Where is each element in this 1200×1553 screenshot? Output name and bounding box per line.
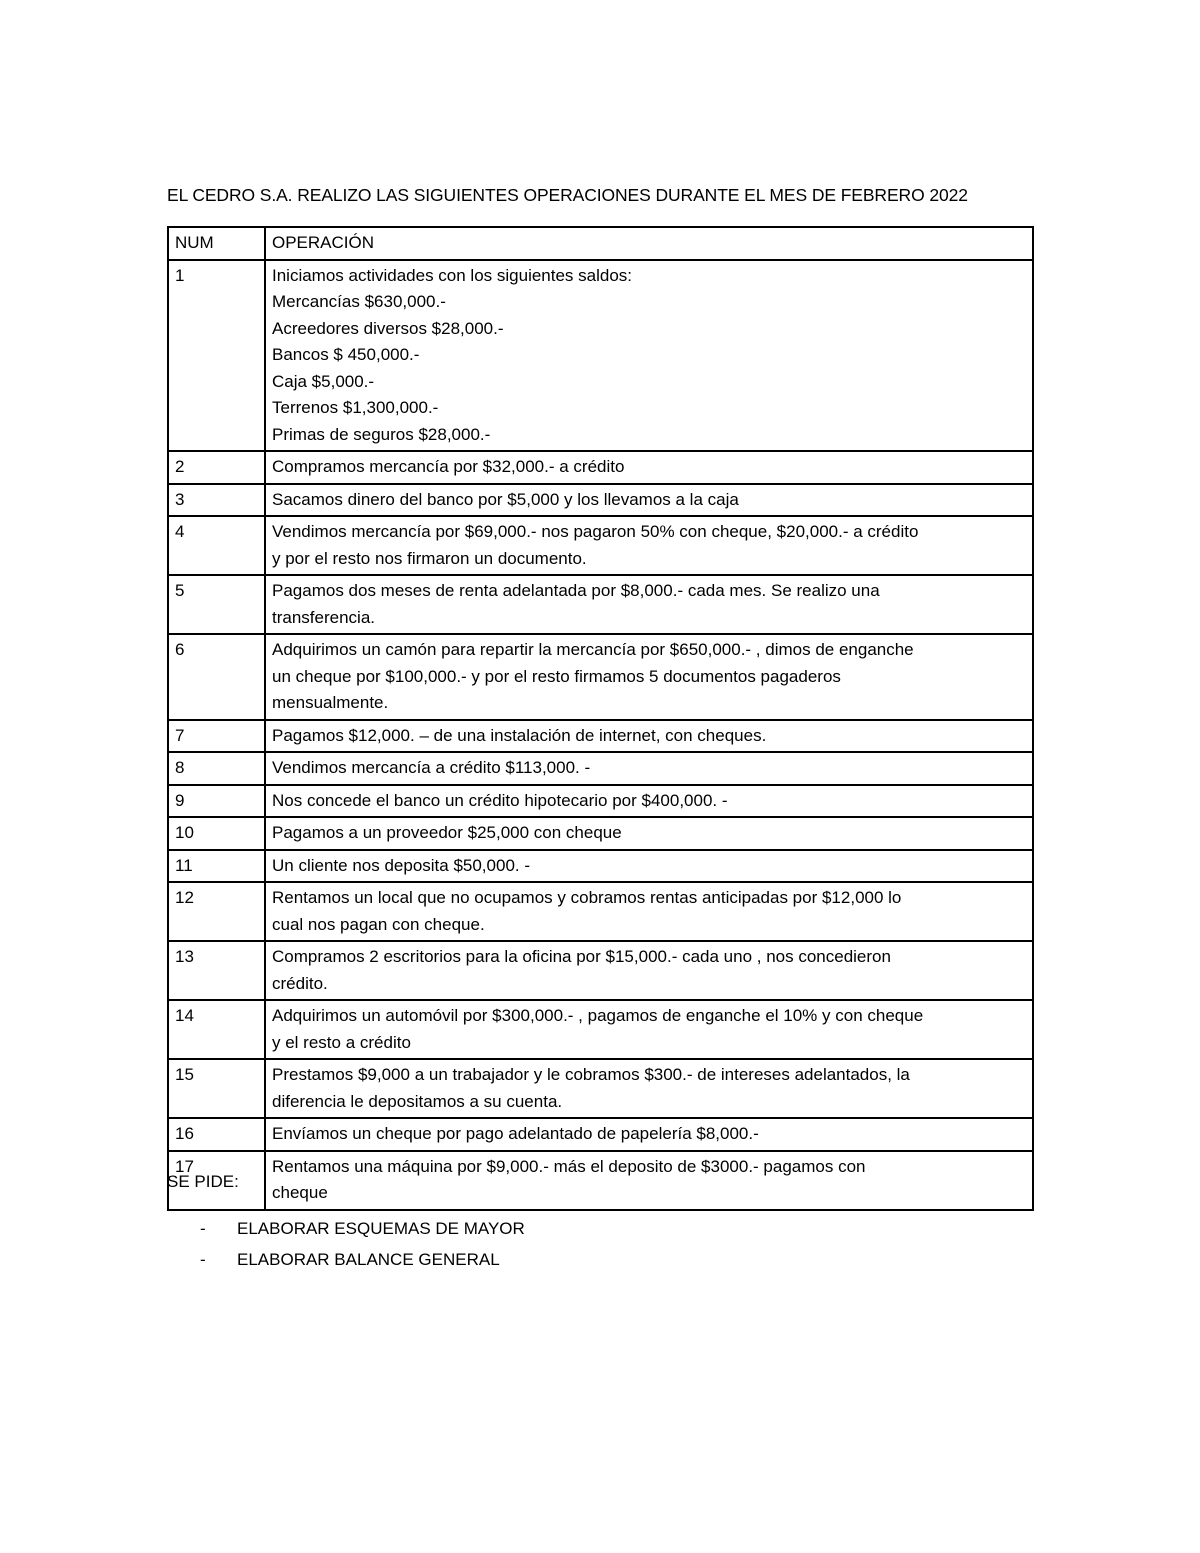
row-num: 4 xyxy=(168,516,265,575)
operations-table xyxy=(167,226,1034,1211)
operation-line: Compramos 2 escritorios para la oficina por $15,000.- cada uno , nos concedieron xyxy=(272,947,891,966)
row-num: 10 xyxy=(168,817,265,850)
operation-line: Prestamos $9,000 a un trabajador y le cobramos $300.- de intereses adelantados, la xyxy=(272,1065,910,1084)
row-num: 14 xyxy=(168,1000,265,1059)
table-row xyxy=(168,1151,1033,1210)
operation-line: crédito. xyxy=(272,973,328,993)
row-num: 17 xyxy=(168,1151,265,1210)
header-operation: OPERACIÓN xyxy=(265,227,1033,260)
operation-line: Rentamos una máquina por $9,000.- más el deposito de $3000.- pagamos con xyxy=(272,1156,866,1176)
operation-line: Rentamos un local que no ocupamos y cobramos rentas anticipadas por $12,000 lo xyxy=(272,888,902,907)
row-num: 11 xyxy=(168,850,265,883)
row-num: 2 xyxy=(168,451,265,484)
task-list xyxy=(200,1213,525,1275)
operation-line: y por el resto nos firmaron un documento. xyxy=(272,548,587,568)
operation-line: Terrenos $1,300,000.- xyxy=(272,398,439,417)
table-row xyxy=(168,850,1033,883)
operation-line: diferencia le depositamos a su cuenta. xyxy=(272,1091,563,1111)
task-text: ELABORAR BALANCE GENERAL xyxy=(237,1249,500,1269)
row-operation xyxy=(265,882,1033,941)
operation-line: Envíamos un cheque por pago adelantado de papelería $8,000.- xyxy=(272,1124,759,1143)
row-num: 8 xyxy=(168,752,265,785)
operation-line: Compramos mercancía por $32,000.- a crédito xyxy=(272,457,625,476)
row-num: 6 xyxy=(168,634,265,720)
row-num: 12 xyxy=(168,882,265,941)
row-num: 16 xyxy=(168,1118,265,1151)
operation-line: Pagamos a un proveedor $25,000 con cheque xyxy=(272,823,622,842)
row-operation xyxy=(265,1059,1033,1118)
row-operation xyxy=(265,817,1033,850)
row-operation xyxy=(265,850,1033,883)
row-operation xyxy=(265,785,1033,818)
operation-line: Mercancías $630,000.- xyxy=(272,292,446,311)
operation-line: Caja $5,000.- xyxy=(272,371,375,391)
task-text: ELABORAR ESQUEMAS DE MAYOR xyxy=(237,1218,525,1238)
operation-line: y el resto a crédito xyxy=(272,1032,411,1052)
row-operation xyxy=(265,1151,1033,1210)
operation-line: Un cliente nos deposita $50,000. - xyxy=(272,855,531,875)
table-row xyxy=(168,720,1033,753)
operation-line: Bancos $ 450,000.- xyxy=(272,345,420,364)
row-num: 9 xyxy=(168,785,265,818)
row-num: 1 xyxy=(168,260,265,452)
table-row xyxy=(168,941,1033,1000)
row-num: 15 xyxy=(168,1059,265,1118)
operation-line: Vendimos mercancía por $69,000.- nos pagaron 50% con cheque, $20,000.- a crédito xyxy=(272,522,919,541)
table-header-row xyxy=(168,227,1033,260)
row-operation xyxy=(265,451,1033,484)
operation-line: Sacamos dinero del banco por $5,000 y los llevamos a la caja xyxy=(272,489,739,509)
se-pide-label: SE PIDE: xyxy=(167,1172,239,1191)
operation-line: Pagamos dos meses de renta adelantada por $8,000.- cada mes. Se realizo una xyxy=(272,581,880,600)
bullet-dash: - xyxy=(200,1249,206,1269)
row-operation xyxy=(265,575,1033,634)
row-operation xyxy=(265,941,1033,1000)
operation-line: Nos concede el banco un crédito hipotecario por $400,000. - xyxy=(272,790,728,810)
bullet-dash: - xyxy=(200,1218,206,1238)
table-row xyxy=(168,451,1033,484)
row-operation xyxy=(265,634,1033,720)
operation-line: mensualmente. xyxy=(272,693,389,712)
table-row xyxy=(168,1118,1033,1151)
row-num: 7 xyxy=(168,720,265,753)
row-operation xyxy=(265,752,1033,785)
row-num: 3 xyxy=(168,484,265,517)
table-row xyxy=(168,752,1033,785)
list-item xyxy=(200,1213,525,1244)
operation-line: cual nos pagan con cheque. xyxy=(272,914,485,934)
row-num: 5 xyxy=(168,575,265,634)
list-item xyxy=(200,1244,525,1275)
table-row xyxy=(168,1000,1033,1059)
row-operation xyxy=(265,1000,1033,1059)
operations-body xyxy=(168,260,1033,1210)
operation-line: Vendimos mercancía a crédito $113,000. - xyxy=(272,758,591,777)
table-row xyxy=(168,634,1033,720)
table-row xyxy=(168,575,1033,634)
row-num: 13 xyxy=(168,941,265,1000)
row-operation xyxy=(265,516,1033,575)
row-operation xyxy=(265,260,1033,452)
operation-line: Acreedores diversos $28,000.- xyxy=(272,318,504,338)
operation-line: Primas de seguros $28,000.- xyxy=(272,424,491,444)
table-row xyxy=(168,817,1033,850)
table-row xyxy=(168,882,1033,941)
operation-line: Iniciamos actividades con los siguientes saldos: xyxy=(272,265,633,285)
row-operation xyxy=(265,484,1033,517)
operation-line: cheque xyxy=(272,1183,328,1202)
operation-line: Adquirimos un camón para repartir la mercancía por $650,000.- , dimos de enganche xyxy=(272,640,914,659)
header-num: NUM xyxy=(168,227,265,260)
operation-line: Pagamos $12,000. – de una instalación de internet, con cheques. xyxy=(272,725,767,745)
row-operation xyxy=(265,720,1033,753)
operation-line: Adquirimos un automóvil por $300,000.- , pagamos de enganche el 10% y con cheque xyxy=(272,1006,924,1025)
table-row xyxy=(168,785,1033,818)
table-row xyxy=(168,260,1033,452)
document-title: EL CEDRO S.A. REALIZO LAS SIGUIENTES OPERACIONES DURANTE EL MES DE FEBRERO 2022 xyxy=(167,185,968,205)
operation-line: un cheque por $100,000.- y por el resto firmamos 5 documentos pagaderos xyxy=(272,666,841,686)
table-row xyxy=(168,516,1033,575)
operation-line: transferencia. xyxy=(272,607,375,627)
table-row xyxy=(168,1059,1033,1118)
table-row xyxy=(168,484,1033,517)
row-operation xyxy=(265,1118,1033,1151)
